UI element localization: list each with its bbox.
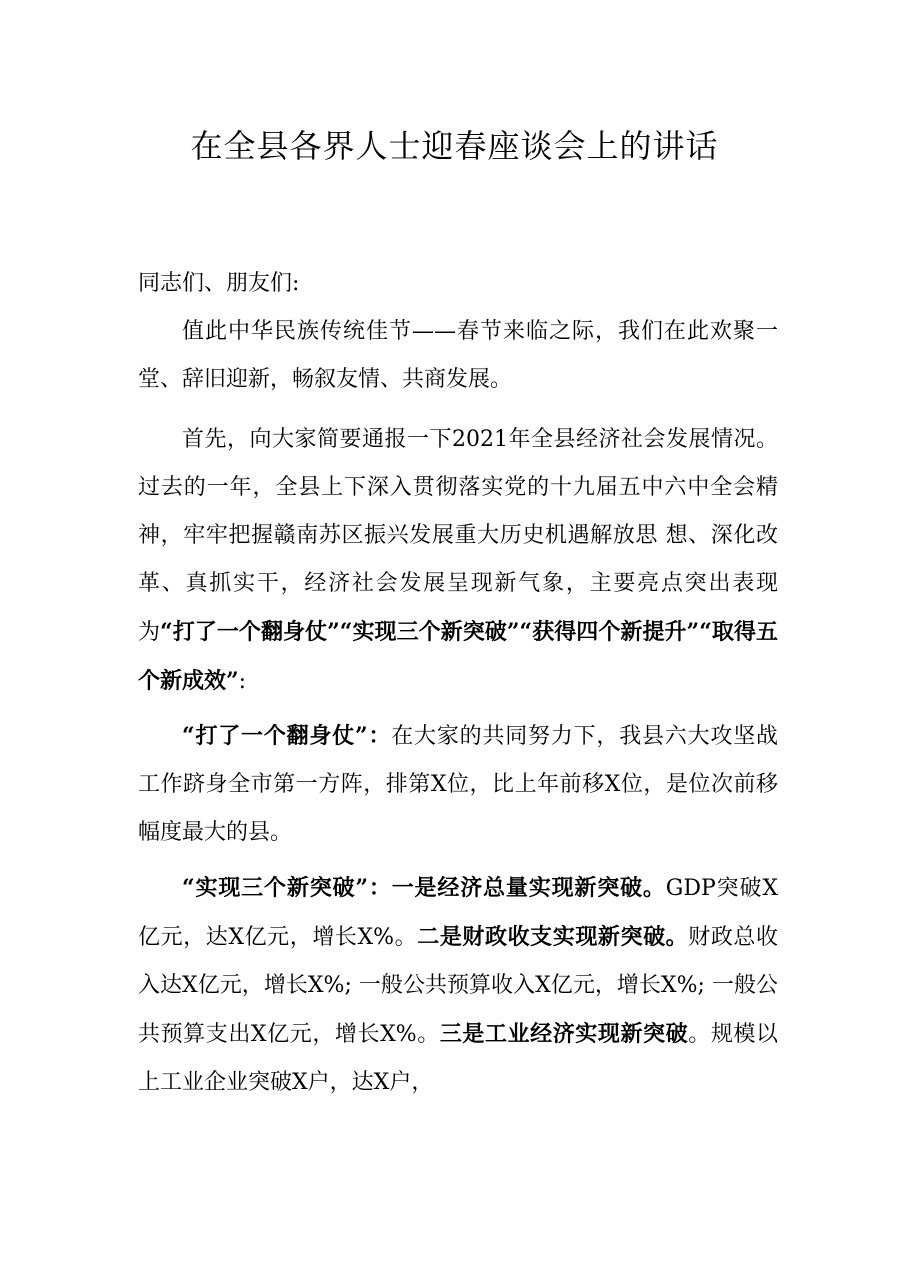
highlight-3: “获得四个新提升” [519, 619, 700, 645]
breakthrough-1-text: GDP突破X亿元，达X亿元，增长X%。 [138, 876, 778, 950]
turnaround-text: 在大家的共同努力下，我县六大攻坚战工作跻身全市第一方阵，排第X位，比上年前移X位，是位次前移幅度最大的县。 [138, 724, 778, 845]
overview-text: 首先，向大家简要通报一下2021年全县经济社会发展情况。过去的一年，全县上下深入贯彻落实党的十九届五中六中全会精神，牢牢把握赣南苏区振兴发展重大历史机遇解放思 想、深化改革、真抓实干，经济社会发展呈现新气象，主要亮点突出表现为 [138, 427, 778, 645]
document-title: 在全县各界人士迎春座谈会上的讲话 [190, 127, 719, 165]
paragraph-overview [138, 416, 778, 706]
paragraph-opening: 值此中华民族传统佳节——春节来临之际，我们在此欢聚一堂、辞旧迎新，畅叙友情、共商发展。 [138, 319, 778, 392]
paragraph-turnaround [138, 712, 778, 857]
breakthrough-1-title: 一是经济总量实现新突破。 [391, 875, 666, 901]
highlight-2: “实现三个新突破” [339, 619, 520, 645]
highlight-1: “打了一个翻身仗” [160, 619, 340, 645]
breakthrough-3-title: 三是工业经济实现新突破 [439, 1021, 689, 1047]
breakthroughs-heading: “实现三个新突破”： [182, 875, 392, 901]
salutation: 同志们、朋友们: [138, 271, 300, 296]
turnaround-heading: “打了一个翻身仗”： [182, 723, 392, 749]
overview-end: : [238, 669, 247, 694]
highlight-4: “取得五个新成效” [138, 619, 779, 694]
breakthrough-3-text: 。规模以上工业企业突破X户，达X户， [138, 1022, 778, 1095]
paragraph-breakthroughs [138, 864, 778, 1107]
breakthrough-2-text: 财政总收入达X亿元，增长X%; 一般公共预算收入X亿元，增长X%; 一般公共预算支出X亿元，增长X%。 [138, 925, 778, 1047]
breakthrough-2-title: 二是财政收支实现新突破。 [417, 924, 689, 950]
